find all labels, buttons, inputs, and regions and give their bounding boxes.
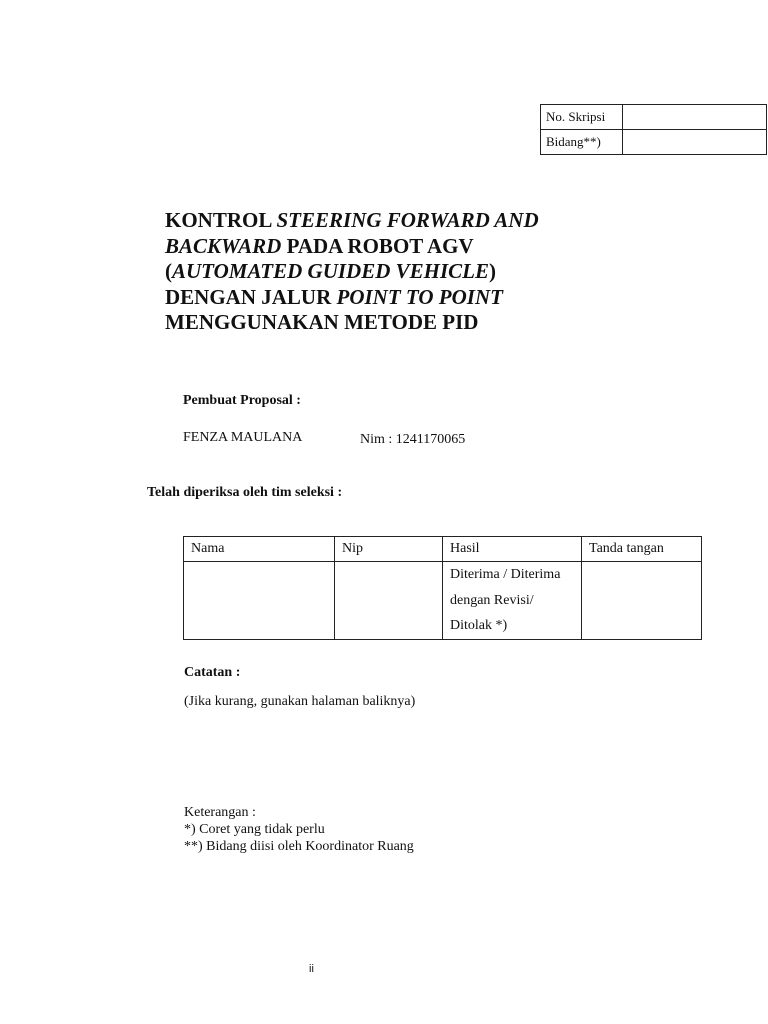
cell-nama[interactable] — [184, 562, 335, 640]
review-heading: Telah diperiksa oleh tim seleksi : — [147, 485, 343, 500]
keterangan-item: **) Bidang diisi oleh Koordinator Ruang — [184, 839, 414, 854]
title-text-italic: AUTOMATED GUIDED VEHICLE — [172, 259, 490, 283]
catatan-label: Catatan : — [184, 665, 241, 680]
hasil-option-line: Diterima / Diterima — [450, 567, 561, 582]
cell-nip[interactable] — [335, 562, 443, 640]
bidang-label: Bidang**) — [541, 130, 623, 155]
skripsi-value-field[interactable] — [623, 105, 767, 130]
proposal-label: Pembuat Proposal : — [183, 393, 301, 408]
document-title — [165, 208, 685, 336]
info-box — [540, 104, 767, 155]
title-text-italic: POINT TO POINT — [336, 284, 503, 309]
column-header-tanda-tangan: Tanda tangan — [582, 537, 702, 562]
keterangan-label: Keterangan : — [184, 805, 256, 820]
bidang-value-field[interactable] — [623, 130, 767, 155]
page-number: ii — [309, 963, 314, 975]
title-text-italic: STEERING FORWARD AND — [276, 208, 539, 232]
title-text: PADA ROBOT AGV — [281, 233, 474, 258]
cell-hasil — [443, 562, 582, 640]
title-line-5 — [165, 310, 685, 336]
title-line-1 — [165, 208, 685, 234]
cell-tanda-tangan[interactable] — [582, 562, 702, 640]
author-name: FENZA MAULANA — [183, 430, 303, 445]
title-line-2 — [165, 234, 685, 260]
title-text: MENGGUNAKAN METODE PID — [165, 310, 479, 334]
title-text: ) — [489, 259, 497, 283]
title-text-italic: BACKWARD — [165, 233, 282, 258]
catatan-note: (Jika kurang, gunakan halaman baliknya) — [184, 694, 416, 709]
review-table — [183, 536, 702, 640]
skripsi-label: No. Skripsi — [541, 105, 623, 130]
skripsi-row — [541, 105, 767, 130]
title-text: DENGAN JALUR — [165, 284, 337, 309]
title-line-4 — [165, 285, 685, 311]
title-text: ( — [165, 259, 172, 283]
keterangan-item: *) Coret yang tidak perlu — [184, 822, 325, 837]
column-header-hasil: Hasil — [443, 537, 582, 562]
review-table-header — [184, 537, 702, 562]
column-header-nip: Nip — [335, 537, 443, 562]
hasil-option-line: dengan Revisi/ — [450, 592, 534, 608]
keterangan-block — [184, 804, 414, 855]
bidang-row — [541, 130, 767, 155]
review-table-row — [184, 562, 702, 640]
author-nim: Nim : 1241170065 — [360, 432, 466, 447]
hasil-option-line: Ditolak *) — [450, 618, 508, 633]
title-line-3 — [165, 259, 685, 285]
title-text: KONTROL — [165, 208, 277, 232]
column-header-nama: Nama — [184, 537, 335, 562]
